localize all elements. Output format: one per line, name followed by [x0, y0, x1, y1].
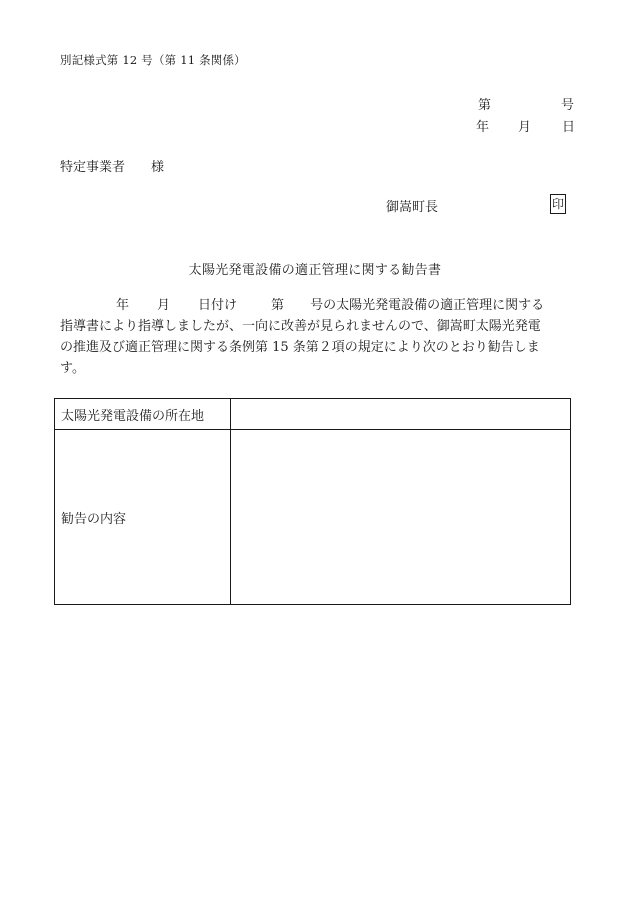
date-month-label: 月: [518, 120, 532, 135]
content-value-cell[interactable]: [231, 430, 571, 605]
addressee: [60, 156, 164, 175]
document-title: 太陽光発電設備の適正管理に関する勧告書: [188, 263, 442, 278]
body-month-label: 月: [157, 298, 171, 313]
body-line-1-rest: 号の太陽光発電設備の適正管理に関する: [310, 298, 545, 313]
table-row-location: [55, 399, 571, 430]
body-paragraph: [60, 295, 574, 379]
content-label-cell: 勧告の内容: [55, 430, 231, 605]
location-label-cell: 太陽光発電設備の所在地: [55, 399, 231, 430]
issuer-name: 御嵩町長: [386, 200, 439, 215]
date-year-label: 年: [476, 120, 490, 135]
body-number-prefix: 第: [271, 298, 285, 313]
recommendation-table: [54, 398, 571, 605]
body-line-4: す。: [60, 361, 85, 376]
addressee-name: 特定事業者: [60, 160, 126, 175]
body-year-label: 年: [116, 298, 130, 313]
body-line-1: [60, 295, 574, 316]
table-row-content: [55, 430, 571, 605]
body-dated-label: 日付け: [198, 298, 238, 313]
body-line-3: の推進及び適正管理に関する条例第 15 条第２項の規定により次のとおり勧告しま: [60, 340, 540, 355]
body-line-2: 指導書により指導しましたが、一向に改善が見られませんので、御嵩町太陽光発電: [60, 319, 541, 334]
location-value-cell[interactable]: [231, 399, 571, 430]
seal-stamp: 印: [550, 194, 566, 214]
addressee-honorific: 様: [151, 160, 165, 175]
document-number-suffix: 号: [560, 98, 574, 113]
document-number-prefix: 第: [478, 98, 492, 113]
form-label: 別記様式第 12 号（第 11 条関係）: [60, 53, 246, 67]
date-day-label: 日: [562, 120, 576, 135]
